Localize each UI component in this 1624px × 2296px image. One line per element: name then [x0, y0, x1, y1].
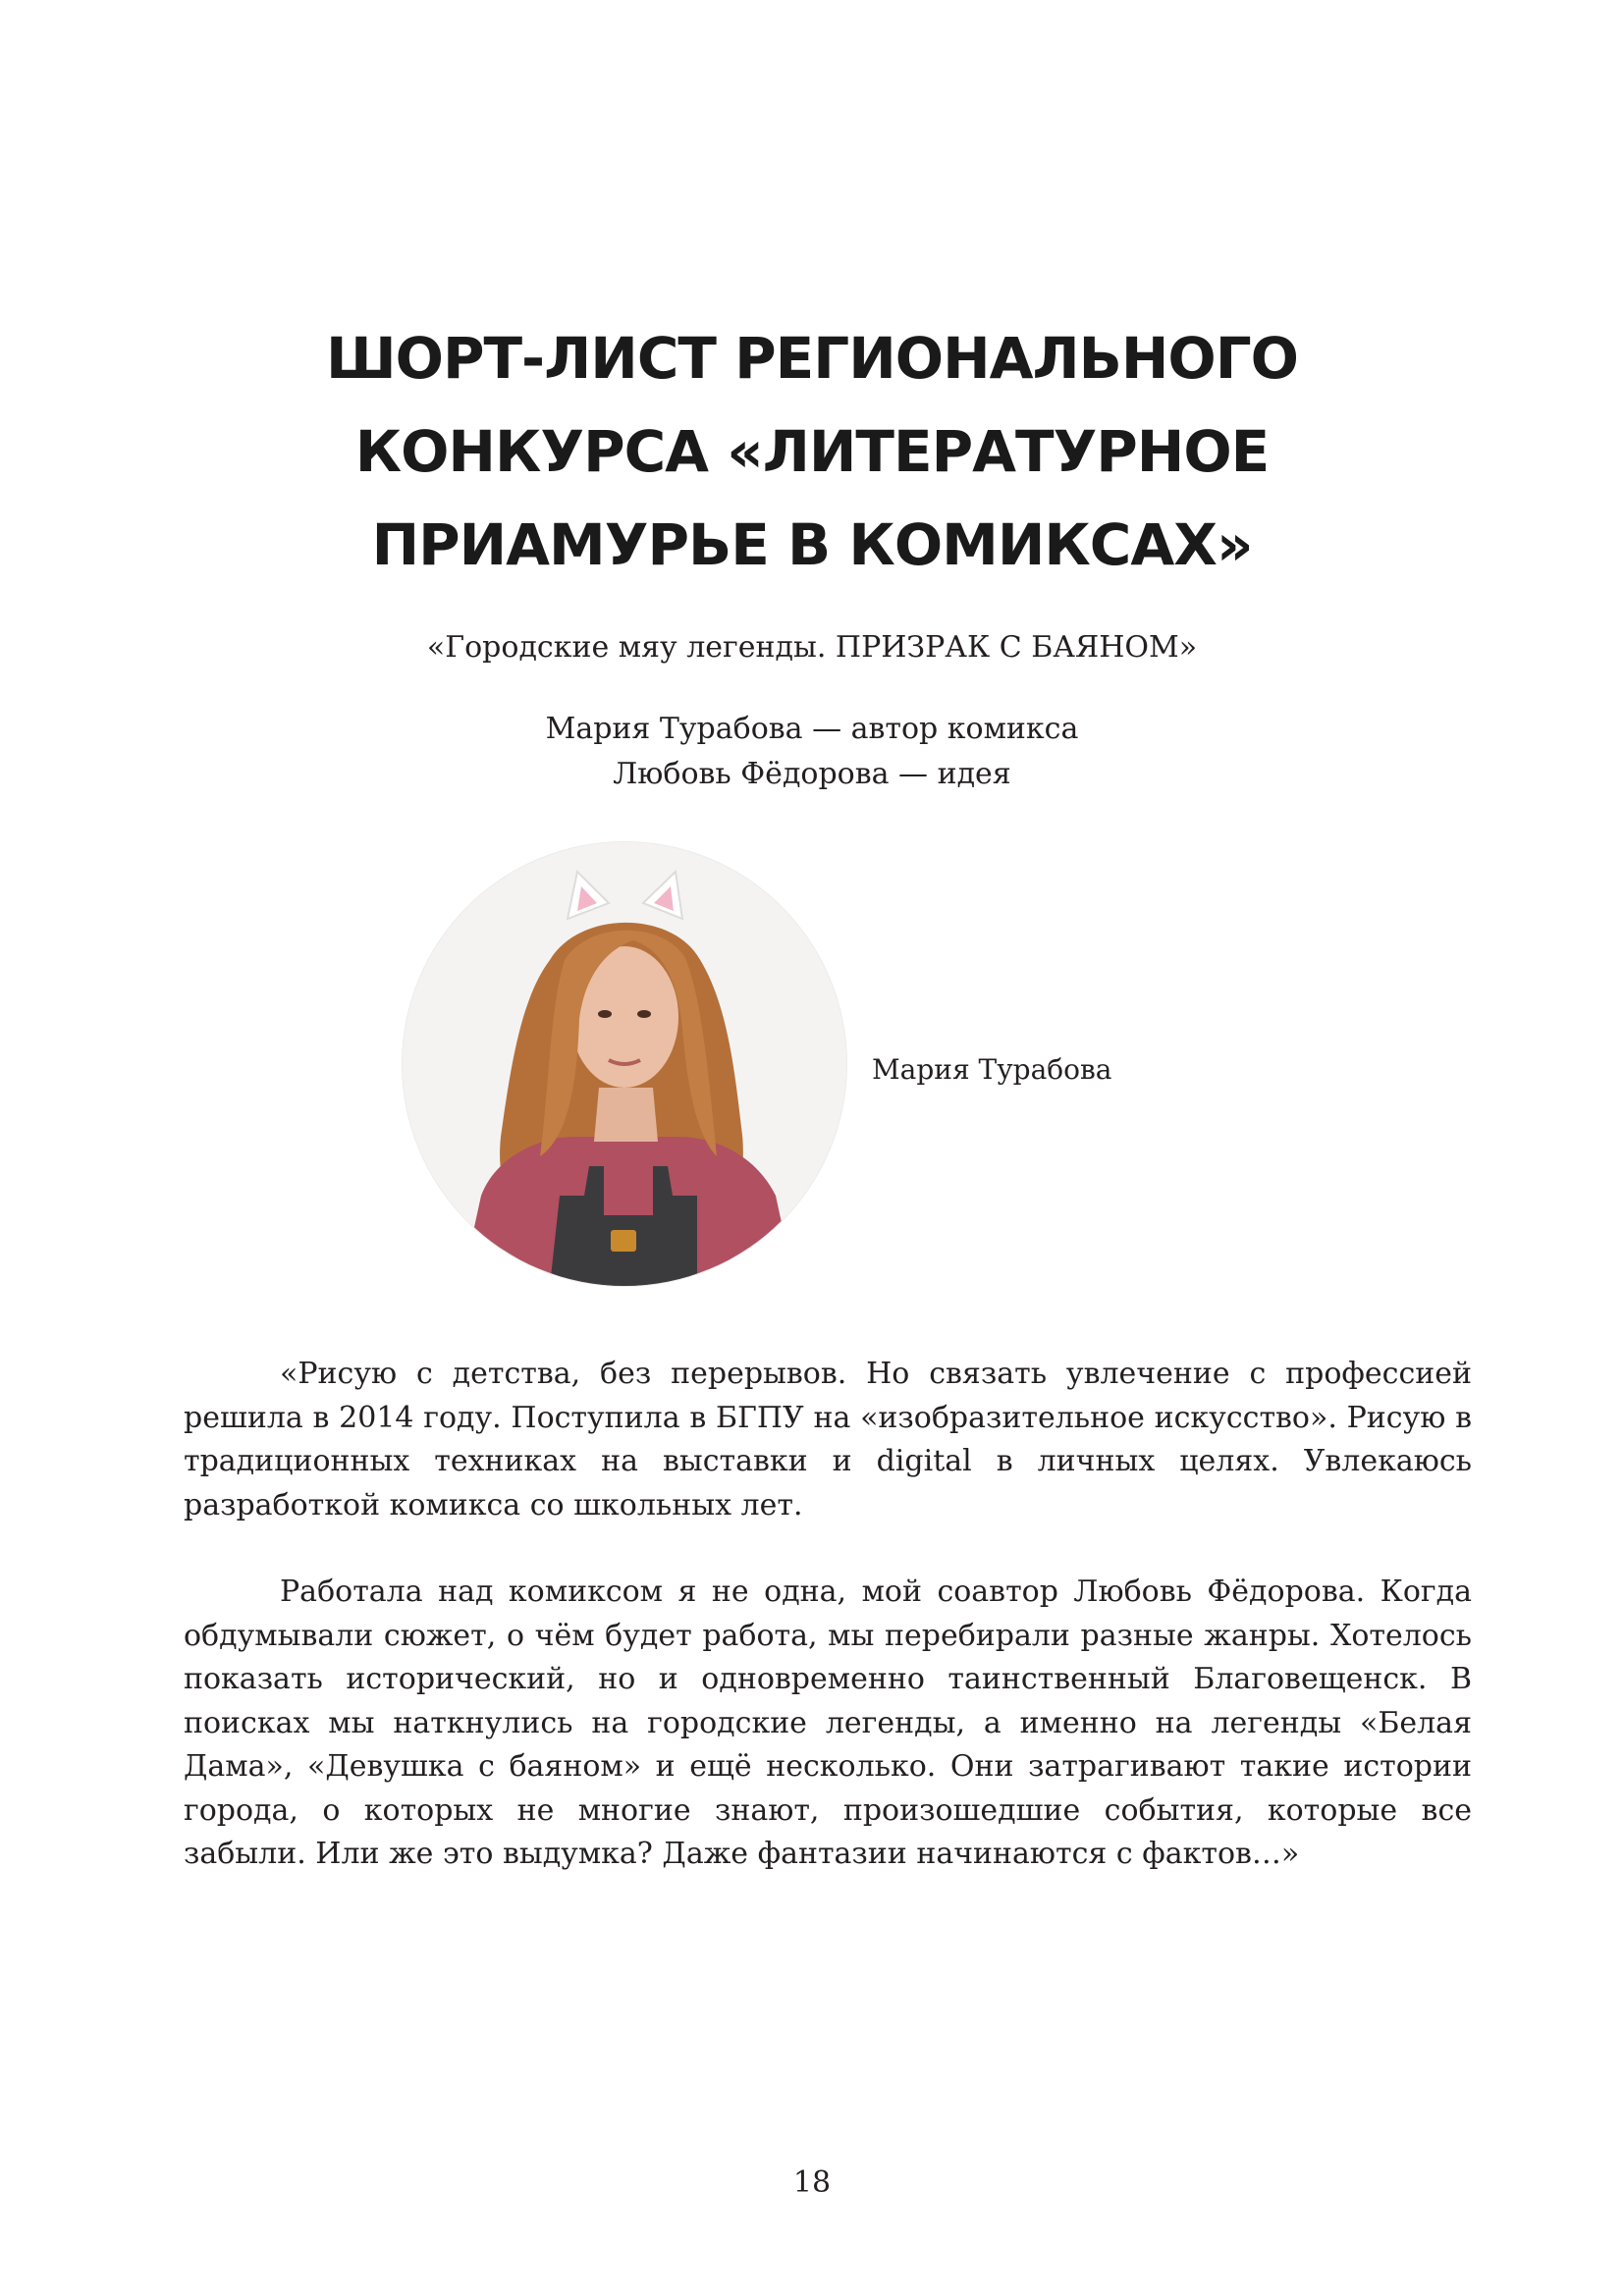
title-line-3: ПРИАМУРЬЕ В КОМИКСАХ»	[371, 511, 1253, 578]
portrait-photo	[403, 842, 846, 1286]
paragraph-2: Работала над комиксом я не одна, мой соавтор Любовь Фёдорова. Когда обдумывали сюжет, о чём будет работа, мы перебирали разные жанры. Хотелось показать исторический, но и одновременно таинственный Благовещенск. В поисках мы наткнулись на городские легенды, а именно на легенды «Белая Дама», «Девушка с баяном» и ещё несколько. Они затрагивают такие истории города, о которых не многие знают, произошедшие события, которые все забыли. Или же это выдумка? Даже фантазии начинаются с фактов…»	[184, 1575, 1472, 1871]
page-title	[245, 312, 1379, 592]
title-line-2: КОНКУРСА «ЛИТЕРАТУРНОЕ	[354, 418, 1270, 485]
paragraph-1: «Рисую с детства, без перерывов. Но связать увлечение с профессией решила в 2014 году. Поступила в БГПУ на «изобразительное искусство». Рисую в традиционных техниках на выставки и digital в личных целях. Увлекаюсь разработкой комикса со школьных лет.	[184, 1357, 1472, 1522]
photo-caption: Мария Турабова	[872, 1053, 1112, 1086]
title-line-1: ШОРТ-ЛИСТ РЕГИОНАЛЬНОГО	[326, 325, 1298, 392]
page-number: 18	[792, 2165, 832, 2200]
credit-author: Мария Турабова — автор комикса	[545, 712, 1079, 746]
portrait-illustration	[403, 842, 846, 1286]
work-title: «Городские мяу легенды. ПРИЗРАК С БАЯНОМ»	[426, 630, 1198, 665]
credit-idea: Любовь Фёдорова — идея	[613, 757, 1011, 791]
credits	[295, 707, 1329, 797]
